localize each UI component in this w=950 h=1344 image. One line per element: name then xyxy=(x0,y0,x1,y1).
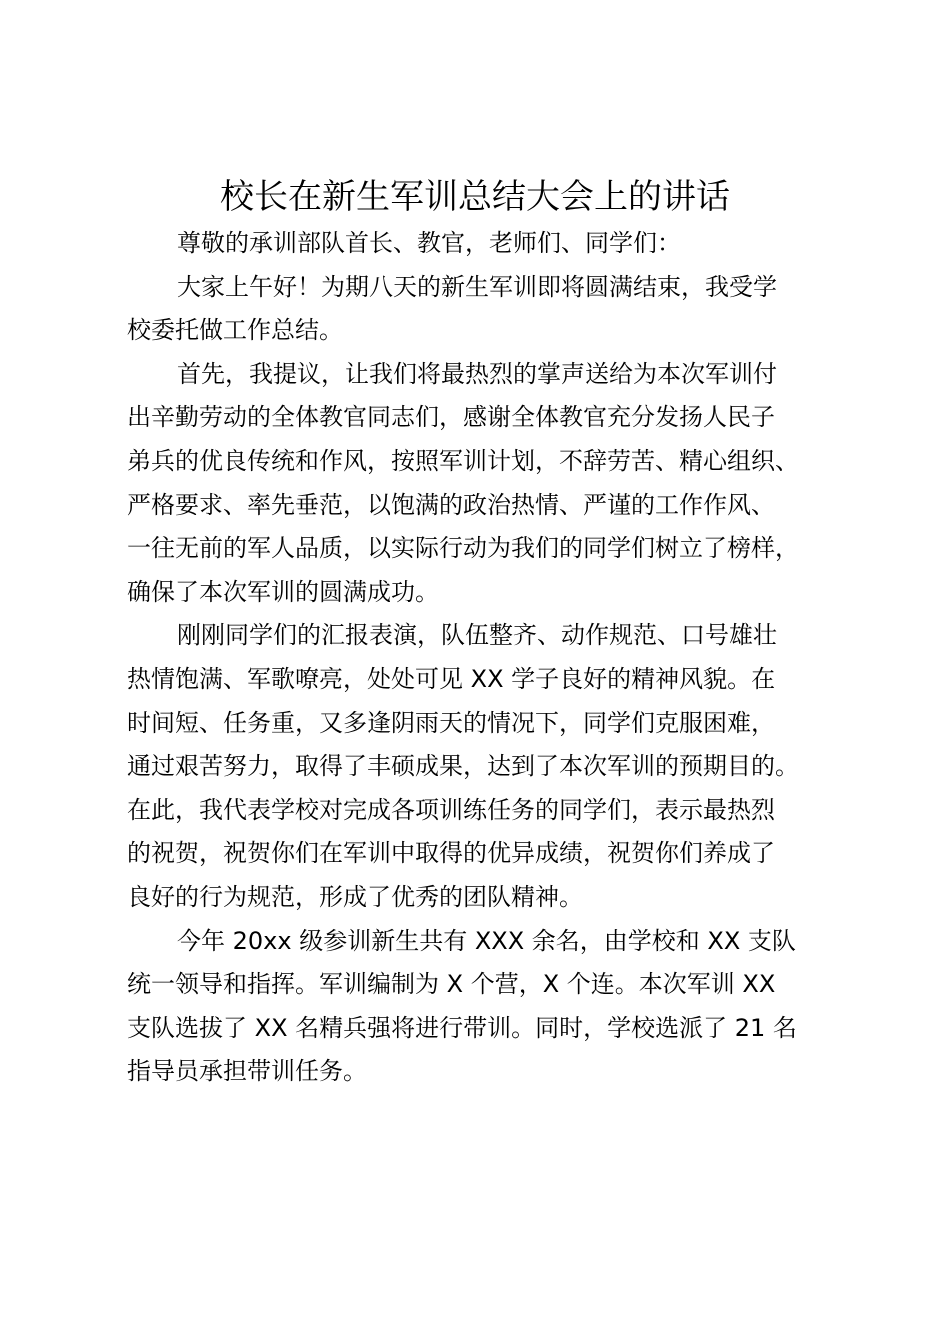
text-line: 刚刚同学们的汇报表演，队伍整齐、动作规范、口号雄壮 xyxy=(177,621,777,650)
document-title: 校长在新生军训总结大会上的讲话 xyxy=(220,177,730,217)
document-body xyxy=(127,222,867,1094)
text-line: 大家上午好！为期八天的新生军训即将圆满结束，我受学 xyxy=(177,272,777,301)
text-line: 校委托做工作总结。 xyxy=(127,316,343,345)
text-line: 今年 20xx 级参训新生共有 XXX 余名，由学校和 XX 支队 xyxy=(177,926,796,955)
text-line: 弟兵的优良传统和作风，按照军训计划，不辞劳苦、精心组织、 xyxy=(127,446,799,475)
text-line: 指导员承担带训任务。 xyxy=(127,1057,367,1086)
text-line: 的祝贺，祝贺你们在军训中取得的优异成绩，祝贺你们养成了 xyxy=(127,839,775,868)
text-line: 良好的行为规范，形成了优秀的团队精神。 xyxy=(127,882,583,911)
text-line: 统一领导和指挥。军训编制为 X 个营，X 个连。本次军训 XX xyxy=(127,970,776,999)
text-line: 严格要求、率先垂范，以饱满的政治热情、严谨的工作作风、 xyxy=(127,490,775,519)
text-line: 通过艰苦努力，取得了丰硕成果，达到了本次军训的预期目的。 xyxy=(127,752,799,781)
text-line: 支队选拔了 XX 名精兵强将进行带训。同时，学校选派了 21 名 xyxy=(127,1013,797,1042)
text-line: 首先，我提议，让我们将最热烈的掌声送给为本次军训付 xyxy=(177,359,777,388)
text-line: 热情饱满、军歌嘹亮，处处可见 XX 学子良好的精神风貌。在 xyxy=(127,664,776,693)
text-line: 确保了本次军训的圆满成功。 xyxy=(127,577,439,606)
text-line: 时间短、任务重，又多逢阴雨天的情况下，同学们克服困难， xyxy=(127,708,775,737)
text-line: 一往无前的军人品质，以实际行动为我们的同学们树立了榜样， xyxy=(127,534,799,563)
text-line: 出辛勤劳动的全体教官同志们，感谢全体教官充分发扬人民子 xyxy=(127,403,775,432)
text-line: 尊敬的承训部队首长、教官，老师们、同学们： xyxy=(177,229,681,257)
text-line: 在此，我代表学校对完成各项训练任务的同学们，表示最热烈 xyxy=(127,795,775,824)
